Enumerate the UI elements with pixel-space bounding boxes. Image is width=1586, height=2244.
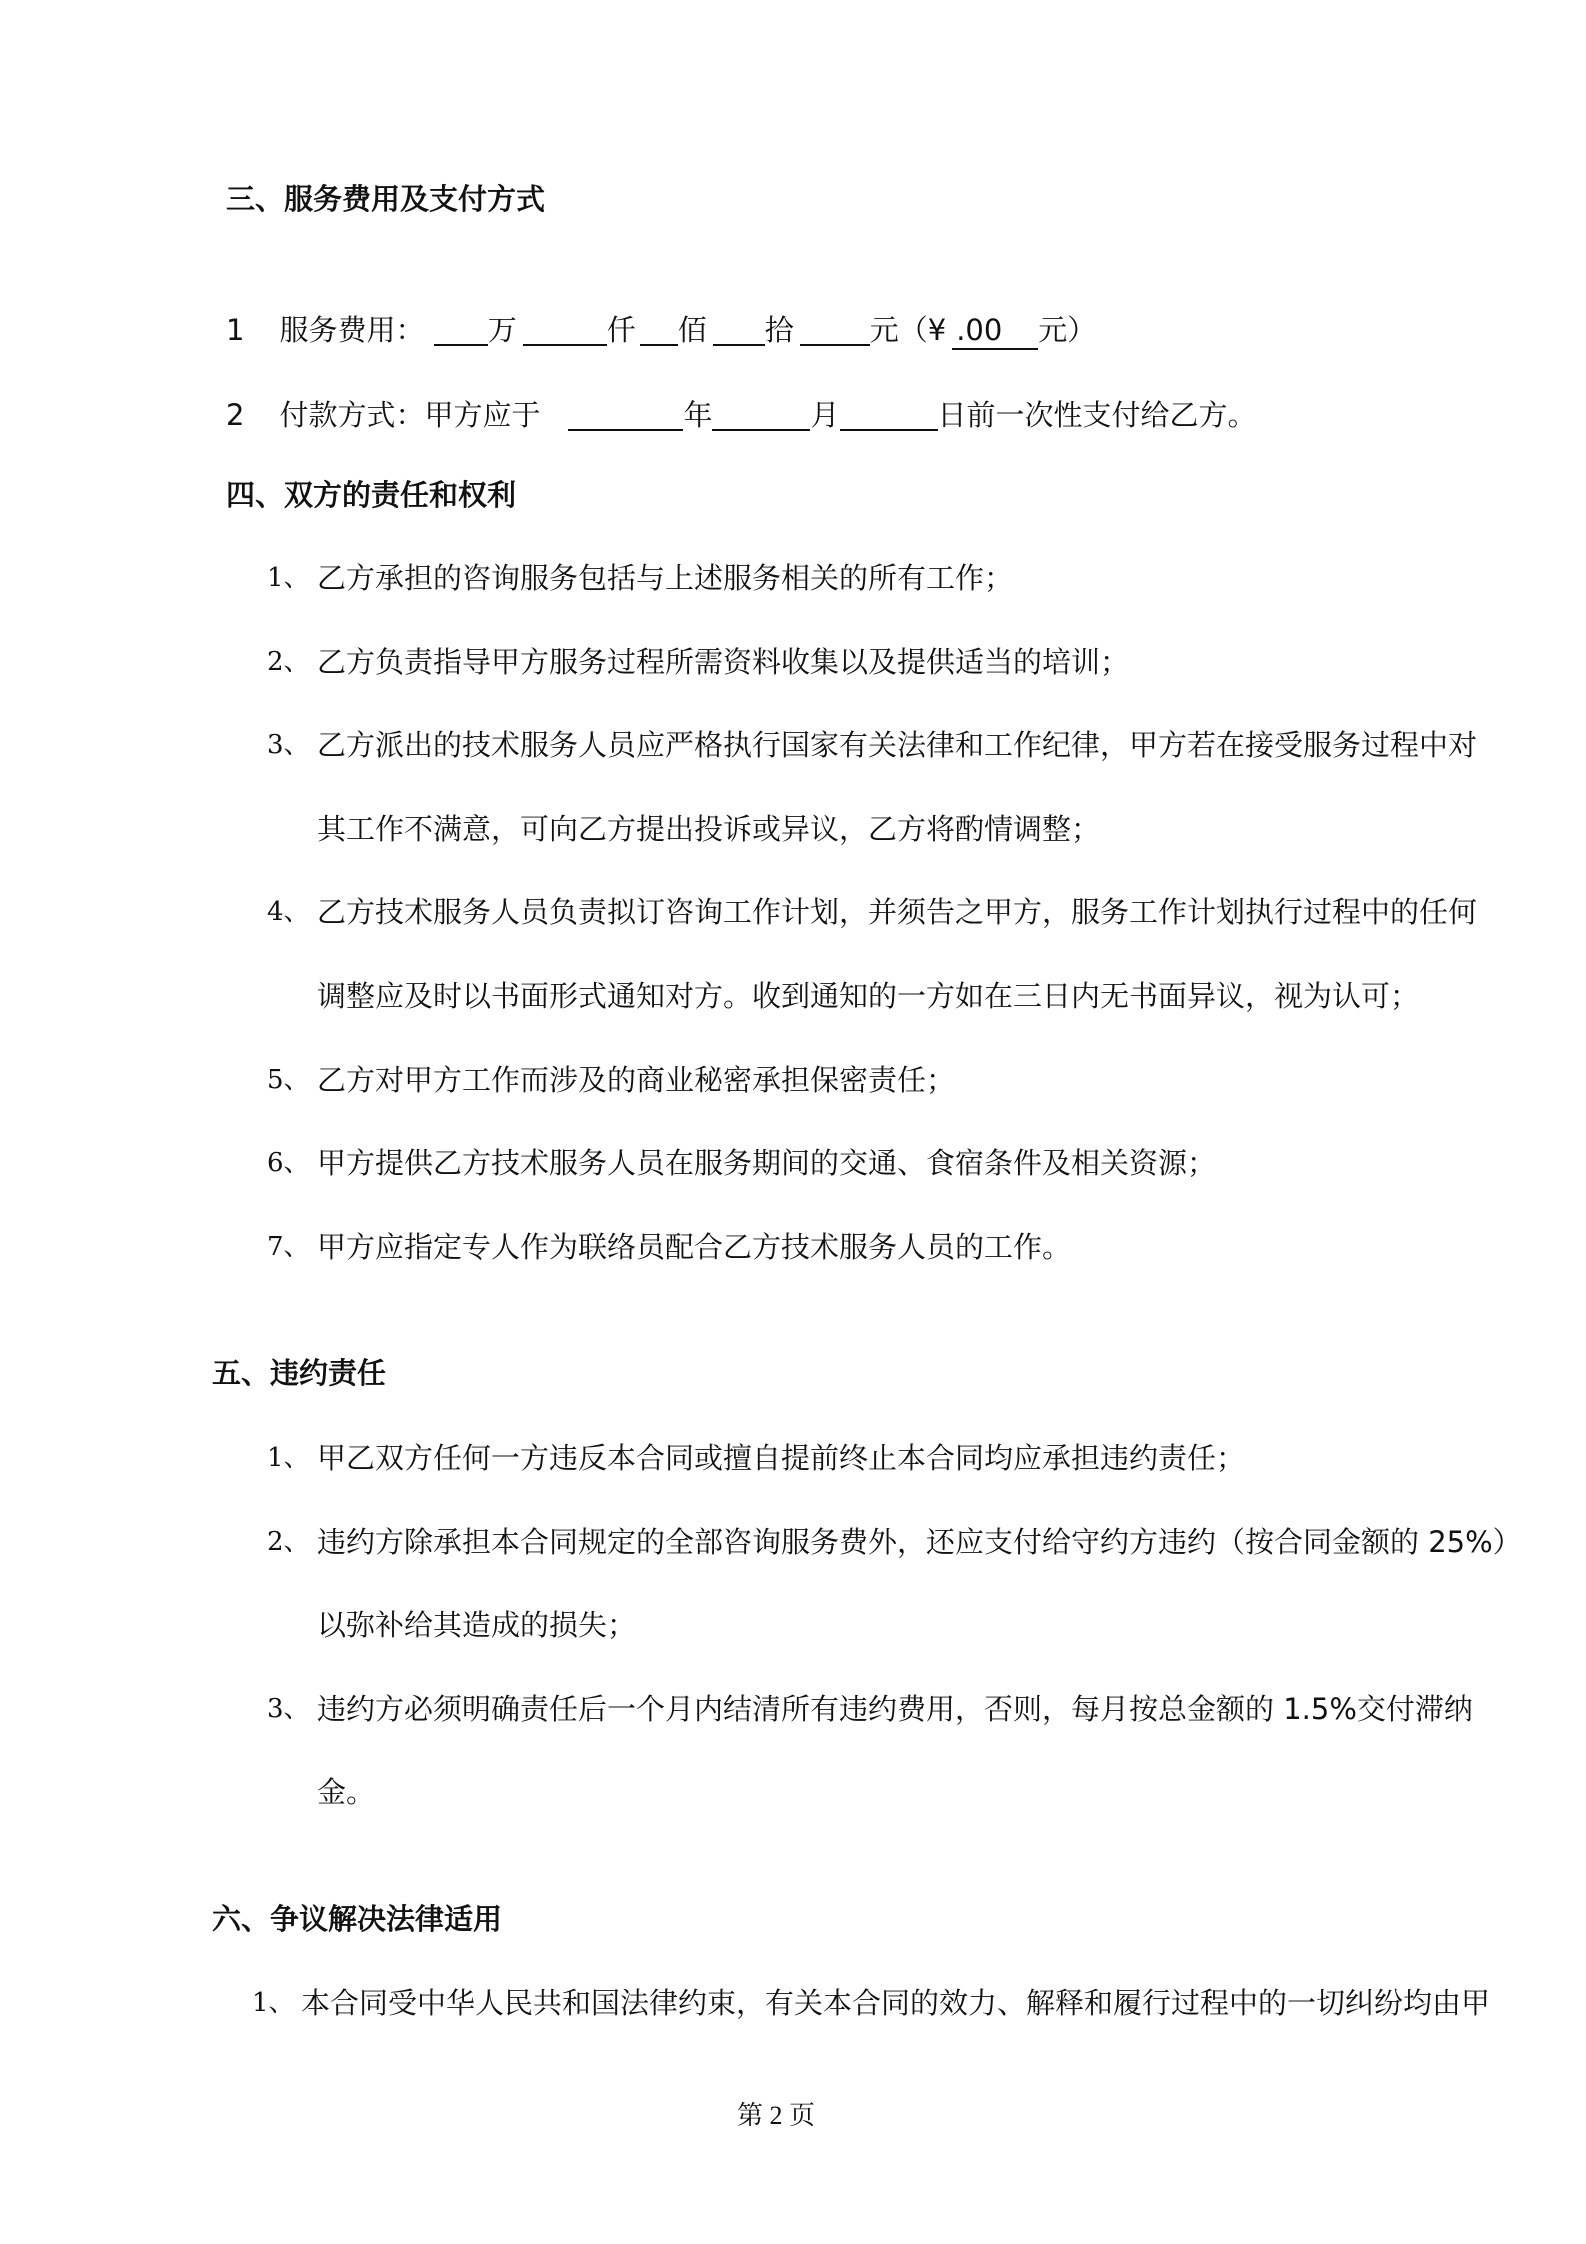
fee-blank-yuan[interactable] [800,314,870,346]
unit-shi: 拾 [764,313,794,347]
payment-tail: 日前一次性支付给乙方。 [937,398,1257,432]
unit-yuan-close: 元） [1038,313,1097,347]
unit-month: 月 [810,398,840,432]
fee-blank-shi[interactable] [713,314,765,346]
list-item-text: 乙方负责指导甲方服务过程所需资料收集以及提供适当的培训； [317,644,1130,679]
list-item-number: 4、 [267,897,310,928]
unit-year: 年 [683,398,713,432]
payment-blank-month[interactable] [712,399,810,431]
list-item-text: 本合同受中华人民共和国法律约束，有关本合同的效力、解释和履行过程中的一切纠纷均由甲 [301,1986,1491,2020]
page-number: 第 2 页 [736,2101,815,2130]
unit-yuan: 元（¥ [869,313,947,347]
fee-blank-bai[interactable] [640,314,678,346]
payment-number: 2 [226,398,245,432]
payment-line [226,397,1257,433]
fee-blank-wan[interactable] [434,314,488,346]
list-item-text: 其工作不满意，可向乙方提出投诉或异议，乙方将酌情调整； [317,811,1101,846]
list-item-text: 乙方承担的咨询服务包括与上述服务相关的所有工作； [317,561,1014,595]
list-item-number: 6、 [267,1148,310,1179]
section-5-heading: 五、违约责任 [212,1356,387,1390]
fee-line [226,312,1096,350]
list-item-text: 甲方提供乙方技术服务人员在服务期间的交通、食宿条件及相关资源； [317,1146,1217,1181]
fee-number: 1 [226,313,245,347]
list-item-number: 1、 [267,1443,310,1473]
payment-label: 付款方式：甲方应于 [279,398,541,432]
section-3-heading: 三、服务费用及支付方式 [226,182,546,216]
list-item-text: 调整应及时以书面形式通知对方。收到通知的一方如在三日内无书面异议，视为认可； [317,979,1420,1013]
section-6-heading: 六、争议解决法律适用 [212,1902,503,1936]
list-item-text: 违约方必须明确责任后一个月内结清所有违约费用，否则，每月按总金额的 1.5%交付滞纳 [317,1691,1473,1726]
fee-blank-qian[interactable] [523,314,607,346]
list-item-number: 5、 [267,1064,310,1095]
fee-label: 服务费用： [279,313,425,347]
list-item-text: 乙方派出的技术服务人员应严格执行国家有关法律和工作纪律，甲方若在接受服务过程中对 [317,728,1478,763]
unit-qian: 仟 [606,313,636,347]
list-item-text: 甲乙双方任何一方违反本合同或擅自提前终止本合同均应承担违约责任； [317,1441,1246,1475]
list-item-number: 1、 [252,1988,295,2018]
list-item-number: 3、 [267,730,310,761]
section-4-heading: 四、双方的责任和权利 [226,478,517,512]
list-item-number: 3、 [267,1693,310,1724]
list-item-text: 乙方技术服务人员负责拟订咨询工作计划，并须告之甲方，服务工作计划执行过程中的任何 [317,895,1478,930]
list-item-number: 7、 [267,1231,310,1262]
list-item-number: 2、 [267,1526,310,1557]
payment-blank-day[interactable] [840,399,938,431]
payment-blank-year[interactable] [568,399,683,431]
list-item-text: 违约方除承担本合同规定的全部咨询服务费外，还应支付给守约方违约（按合同金额的 25%） [317,1524,1522,1559]
fee-amount-blank[interactable]: .00 [952,312,1038,350]
list-item-text: 金。 [317,1775,376,1810]
unit-bai: 佰 [677,313,707,347]
unit-wan: 万 [487,313,517,347]
list-item-text: 以弥补给其造成的损失； [317,1608,637,1643]
list-item-text: 甲方应指定专人作为联络员配合乙方技术服务人员的工作。 [317,1229,1072,1264]
list-item-text: 乙方对甲方工作而涉及的商业秘密承担保密责任； [317,1062,956,1097]
list-item-number: 2、 [267,646,310,677]
list-item-number: 1、 [267,563,310,593]
